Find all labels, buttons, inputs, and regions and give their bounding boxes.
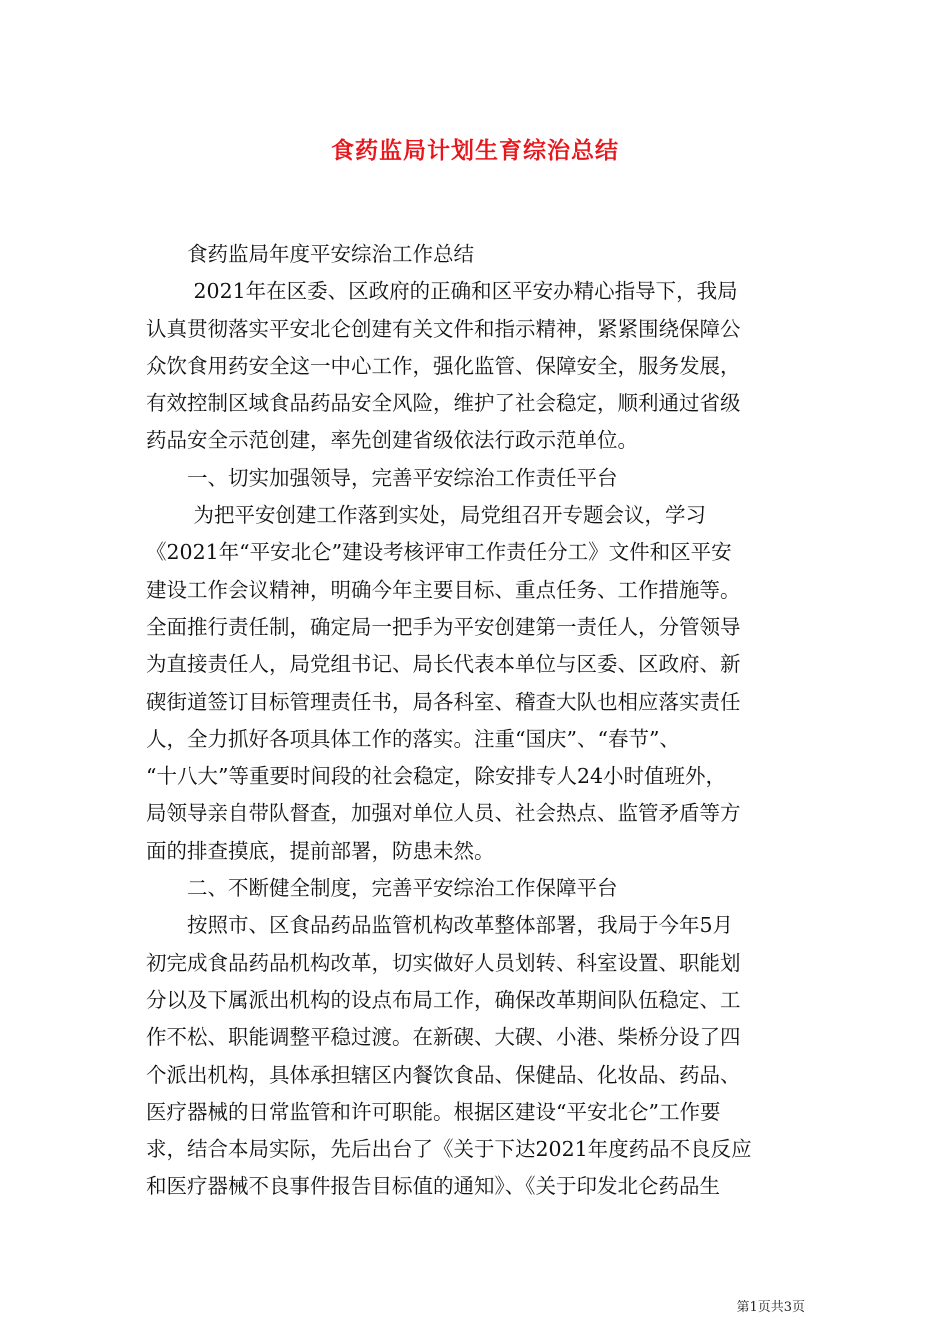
body-line: 局领导亲自带队督查，加强对单位人员、社会热点、监管矛盾等方 (146, 801, 741, 826)
body-line: 面的排查摸底，提前部署，防患未然。 (146, 838, 495, 863)
body-line: 按照市、区食品药品监管机构改革整体部署，我局于今年5月 (146, 913, 734, 938)
body-line: 和医疗器械不良事件报告目标值的通知》、《关于印发北仑药品生 (146, 1174, 720, 1199)
body-line: 2021年在区委、区政府的正确和区平安办精心指导下，我局 (146, 279, 738, 304)
body-line: 为把平安创建工作落到实处，局党组召开专题会议，学习 (146, 503, 707, 528)
body-line: 全面推行责任制，确定局一把手为平安创建第一责任人，分管领导 (146, 614, 741, 639)
page-number: 第1页共3页 (736, 1300, 805, 1315)
body-line: 分以及下属派出机构的设点布局工作，确保改革期间队伍稳定、工 (146, 987, 741, 1012)
document-title: 食药监局计划生育综治总结 (331, 137, 619, 164)
section-heading: 二、不断健全制度，完善平安综治工作保障平台 (146, 876, 618, 901)
body-line: 作不松、职能调整平稳过渡。在新碶、大碶、小港、柴桥分设了四 (146, 1025, 741, 1050)
body-line: 初完成食品药品机构改革，切实做好人员划转、科室设置、职能划 (146, 950, 741, 975)
body-line: 人，全力抓好各项具体工作的落实。注重“国庆”、“春节”、 (146, 726, 680, 751)
body-line: 为直接责任人，局党组书记、局长代表本单位与区委、区政府、新 (146, 652, 741, 677)
section-heading: 一、切实加强领导，完善平安综治工作责任平台 (146, 465, 618, 490)
body-line: 药品安全示范创建，率先创建省级依法行政示范单位。 (146, 428, 638, 453)
body-line: 建设工作会议精神，明确今年主要目标、重点任务、工作措施等。 (146, 577, 741, 602)
document-body (146, 236, 806, 1206)
body-line: 认真贯彻落实平安北仑创建有关文件和指示精神，紧紧围绕保障公 (146, 316, 741, 341)
body-line: 众饮食用药安全这一中心工作，强化监管、保障安全，服务发展， (146, 353, 741, 378)
body-line: 碶街道签订目标管理责任书，局各科室、稽查大队也相应落实责任 (146, 689, 741, 714)
body-line: 个派出机构，具体承担辖区内餐饮食品、保健品、化妆品、药品、 (146, 1062, 741, 1087)
body-line: 有效控制区域食品药品安全风险，维护了社会稳定，顺利通过省级 (146, 391, 741, 416)
body-line: 求，结合本局实际，先后出台了《关于下达2021年度药品不良反应 (146, 1137, 752, 1162)
body-line: 食药监局年度平安综治工作总结 (146, 242, 474, 266)
body-line: “十八大”等重要时间段的社会稳定，除安排专人24小时值班外， (146, 764, 727, 789)
body-line: 医疗器械的日常监管和许可职能。根据区建设“平安北仑”工作要 (146, 1099, 721, 1124)
body-line: 《2021年“平安北仑”建设考核评审工作责任分工》文件和区平安 (146, 540, 732, 565)
